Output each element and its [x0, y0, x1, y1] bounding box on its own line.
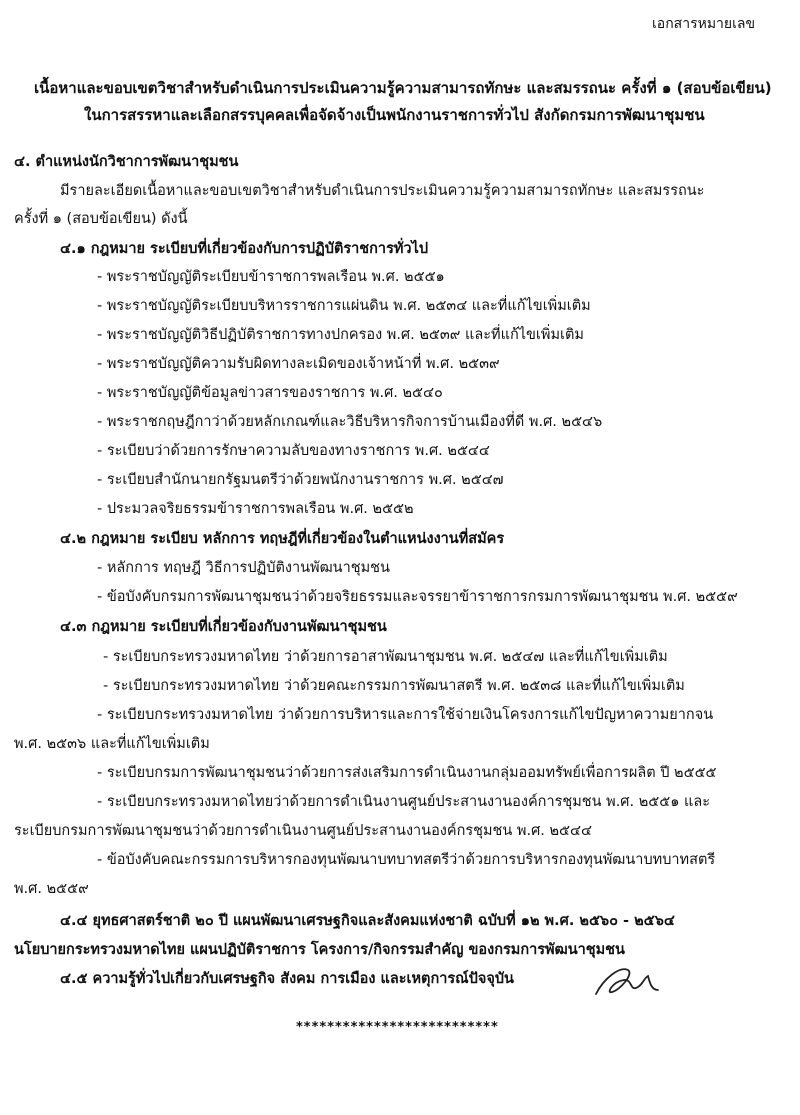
document-title-line-1: เนื้อหาและขอบเขตวิชาสำหรับดำเนินการประเมินความรู้ความสามารถทักษะ และสมรรถนะ ครั้งที่ ๑ (สอบข้อเขียน): [34, 79, 772, 97]
document-title-line-2: ในการสรรหาและเลือกสรรบุคคลเพื่อจัดจ้างเป็นพนักงานราชการทั่วไป สังกัดกรมการพัฒนาชุมชน: [84, 106, 705, 124]
list-item-continuation: ระเบียบกรมการพัฒนาชุมชนว่าด้วยการดำเนินงานศูนย์ประสานงานองค์กรชุมชน พ.ศ. ๒๕๔๔: [14, 823, 592, 839]
document-number-label: เอกสารหมายเลข: [652, 16, 756, 32]
signature-icon: [590, 960, 662, 1004]
list-item: - ระเบียบว่าด้วยการรักษาความลับของทางราชการ พ.ศ. ๒๕๔๔: [97, 443, 490, 459]
section-4-5-heading: ๔.๕ ความรู้ทั่วไปเกี่ยวกับเศรษฐกิจ สังคม การเมือง และเหตุการณ์ปัจจุบัน: [60, 971, 514, 987]
end-of-document-mark: **************************: [296, 1020, 499, 1035]
position-heading: ๔. ตำแหน่งนักวิชาการพัฒนาชุมชน: [14, 154, 239, 170]
section-4-2-heading: ๔.๒ กฎหมาย ระเบียบ หลักการ ทฤษฎีที่เกี่ยวข้องในตำแหน่งงานที่สมัคร: [60, 531, 505, 547]
intro-line-1: มีรายละเอียดเนื้อหาและขอบเขตวิชาสำหรับดำเนินการประเมินความรู้ความสามารถทักษะ และสมรรถนะ: [60, 183, 705, 199]
list-item: - ประมวลจริยธรรมข้าราชการพลเรือน พ.ศ. ๒๕๕๒: [97, 501, 414, 517]
list-item: - พระราชบัญญัติวิธีปฏิบัติราชการทางปกครอง พ.ศ. ๒๕๓๙ และที่แก้ไขเพิ่มเติม: [97, 327, 584, 343]
list-item: - พระราชบัญญัติระเบียบข้าราชการพลเรือน พ.ศ. ๒๕๕๑: [97, 269, 445, 285]
list-item-continuation: พ.ศ. ๒๕๕๙: [14, 881, 89, 897]
list-item: - ข้อบังคับกรมการพัฒนาชุมชนว่าด้วยจริยธรรมและจรรยาข้าราชการกรมการพัฒนาชุมชน พ.ศ. ๒๕๕๙: [97, 589, 738, 605]
list-item: - ระเบียบกระทรวงมหาดไทย ว่าด้วยคณะกรรมการพัฒนาสตรี พ.ศ. ๒๕๓๘ และที่แก้ไขเพิ่มเติม: [103, 678, 685, 694]
list-item: - พระราชกฤษฎีกาว่าด้วยหลักเกณฑ์และวิธีบริหารกิจการบ้านเมืองที่ดี พ.ศ. ๒๕๔๖: [97, 414, 603, 430]
list-item: - หลักการ ทฤษฎี วิธีการปฏิบัติงานพัฒนาชุมชน: [97, 560, 390, 576]
intro-line-2: ครั้งที่ ๑ (สอบข้อเขียน) ดังนี้: [14, 211, 188, 227]
list-item: - ระเบียบกระทรวงมหาดไทย ว่าด้วยการอาสาพัฒนาชุมชน พ.ศ. ๒๕๔๗ และที่แก้ไขเพิ่มเติม: [103, 649, 668, 665]
list-item: - พระราชบัญญัติความรับผิดทางละเมิดของเจ้าหน้าที่ พ.ศ. ๒๕๓๙: [97, 356, 500, 372]
list-item: - ระเบียบกระทรวงมหาดไทยว่าด้วยการดำเนินงานศูนย์ประสานงานองค์การชุมชน พ.ศ. ๒๕๕๑ และ: [97, 794, 711, 810]
list-item: - พระราชบัญญัติระเบียบบริหารราชการแผ่นดิน พ.ศ. ๒๕๓๔ และที่แก้ไขเพิ่มเติม: [97, 298, 591, 314]
section-4-4-line-1: ๔.๔ ยุทธศาสตร์ชาติ ๒๐ ปี แผนพัฒนาเศรษฐกิจและสังคมแห่งชาติ ฉบับที่ ๑๒ พ.ศ. ๒๕๖๐ - ๒๕๖๔: [60, 913, 675, 929]
section-4-4-line-2: นโยบายกระทรวงมหาดไทย แผนปฏิบัติราชการ โครงการ/กิจกรรมสำคัญ ของกรมการพัฒนาชุมชน: [14, 942, 625, 958]
list-item: - ระเบียบกรมการพัฒนาชุมชนว่าด้วยการส่งเสริมการดำเนินงานกลุ่มออมทรัพย์เพื่อการผลิต ปี ๒๕๕๕: [97, 765, 717, 781]
section-4-1-heading: ๔.๑ กฎหมาย ระเบียบที่เกี่ยวข้องกับการปฏิบัติราชการทั่วไป: [60, 241, 429, 257]
list-item: - ข้อบังคับคณะกรรมการบริหารกองทุนพัฒนาบทบาทสตรีว่าด้วยการบริหารกองทุนพัฒนาบทบาทสตรี: [97, 852, 716, 868]
list-item: - ระเบียบกระทรวงมหาดไทย ว่าด้วยการบริหารและการใช้จ่ายเงินโครงการแก้ไขปัญหาความยากจน: [97, 707, 714, 723]
list-item-continuation: พ.ศ. ๒๕๓๖ และที่แก้ไขเพิ่มเติม: [14, 736, 210, 752]
list-item: - ระเบียบสำนักนายกรัฐมนตรีว่าด้วยพนักงานราชการ พ.ศ. ๒๕๔๗: [97, 472, 504, 488]
section-4-3-heading: ๔.๓ กฎหมาย ระเบียบที่เกี่ยวข้องกับงานพัฒนาชุมชน: [60, 619, 387, 635]
list-item: - พระราชบัญญัติข้อมูลข่าวสารของราชการ พ.ศ. ๒๕๔๐: [97, 385, 443, 401]
